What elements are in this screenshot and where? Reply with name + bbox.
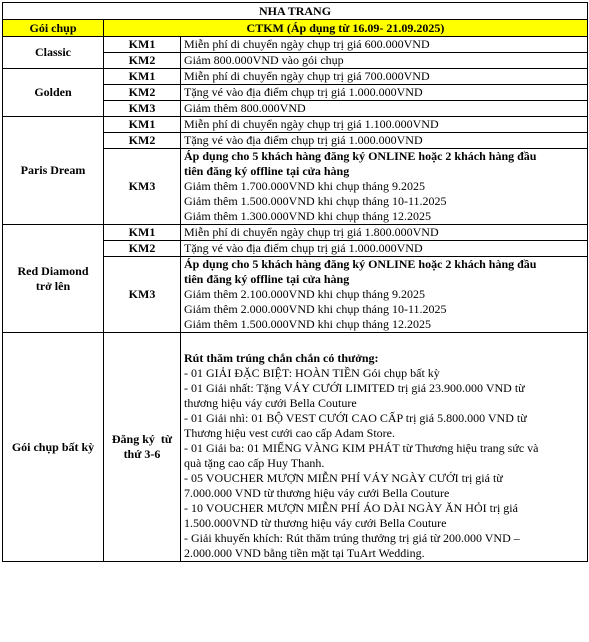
prize-line: 1.500.000VND từ thương hiệu váy cưới Bella Couture bbox=[184, 516, 447, 530]
promo-desc: Tặng vé vào địa điểm chụp trị giá 1.000.000VND bbox=[181, 85, 588, 101]
promo-code-line: Đăng ký từ bbox=[111, 432, 173, 446]
prize-line: - 01 Giải ba: 01 MIẾNG VÀNG KIM PHÁT từ Thương hiệu trang sức và bbox=[184, 441, 539, 455]
package-golden: Golden bbox=[3, 69, 104, 117]
promo-desc: Giảm thêm 1.300.000VND khi chụp tháng 12.2025 bbox=[184, 209, 431, 223]
header-program: CTKM (Áp dụng từ 16.09- 21.09.2025) bbox=[104, 20, 588, 37]
promo-desc: Tặng vé vào địa điểm chụp trị giá 1.000.000VND bbox=[181, 241, 588, 257]
promo-code-line: thứ 3-6 bbox=[123, 447, 161, 461]
promo-code: KM1 bbox=[104, 37, 181, 53]
promo-code: KM1 bbox=[104, 69, 181, 85]
package-any: Gói chụp bất kỳ bbox=[3, 333, 104, 562]
table-row bbox=[3, 333, 588, 562]
promo-code: KM2 bbox=[104, 85, 181, 101]
lucky-draw-block bbox=[181, 333, 588, 562]
prize-line: - 10 VOUCHER MƯỢN MIỄN PHÍ ÁO DÀI NGÀY ĂN HỎI trị giá bbox=[184, 501, 518, 515]
package-classic: Classic bbox=[3, 37, 104, 69]
promo-code: KM3 bbox=[104, 257, 181, 333]
promo-desc: Giảm thêm 2.000.000VND khi chụp tháng 10-11.2025 bbox=[184, 302, 447, 316]
header-package: Gói chụp bbox=[3, 20, 104, 37]
promo-code: KM3 bbox=[104, 149, 181, 225]
prize-line: - Giải khuyến khích: Rút thăm trúng thưởng trị giá từ 200.000 VND – bbox=[184, 531, 520, 545]
promo-sheet bbox=[2, 2, 587, 562]
promo-desc: Giảm 800.000VND vào gói chụp bbox=[181, 53, 588, 69]
promo-desc: Giảm thêm 2.100.000VND khi chụp tháng 9.2025 bbox=[184, 287, 425, 301]
header-row bbox=[3, 20, 588, 37]
prize-line: Thương hiệu vest cưới cao cấp Adam Store. bbox=[184, 426, 395, 440]
prize-line: quà tặng cao cấp Huy Thanh. bbox=[184, 456, 325, 470]
promo-code: KM3 bbox=[104, 101, 181, 117]
promo-desc: Miễn phí di chuyển ngày chụp trị giá 1.800.000VND bbox=[181, 225, 588, 241]
prize-line: - 01 GIẢI ĐẶC BIỆT: HOÀN TIỀN Gói chụp bất kỳ bbox=[184, 366, 440, 380]
promo-condition: tiên đăng ký offline tại cửa hàng bbox=[184, 272, 350, 286]
promo-condition: tiên đăng ký offline tại cửa hàng bbox=[184, 164, 350, 178]
package-name-line: trở lên bbox=[35, 278, 71, 293]
table-row bbox=[3, 117, 588, 133]
region-row bbox=[3, 3, 588, 20]
region-title: NHA TRANG bbox=[3, 3, 588, 20]
package-red-diamond bbox=[3, 225, 104, 333]
promo-desc: Giảm thêm 1.500.000VND khi chụp tháng 12.2025 bbox=[184, 317, 431, 331]
promo-code bbox=[104, 333, 181, 562]
table-row bbox=[3, 69, 588, 85]
promo-desc: Miễn phí di chuyển ngày chụp trị giá 600.000VND bbox=[181, 37, 588, 53]
table-row bbox=[3, 37, 588, 53]
lucky-draw-title: Rút thăm trúng chắn chắn có thưởng: bbox=[184, 351, 379, 365]
promo-code: KM2 bbox=[104, 133, 181, 149]
package-name-line: Red Diamond bbox=[17, 263, 89, 278]
prize-line: - 05 VOUCHER MƯỢN MIỄN PHÍ VÁY NGÀY CƯỚI trị giá từ bbox=[184, 471, 503, 485]
promo-desc: Tặng vé vào địa điểm chụp trị giá 1.000.000VND bbox=[181, 133, 588, 149]
prize-line: 2.000.000 VND bằng tiền mặt tại TuArt Wedding. bbox=[184, 546, 425, 560]
promo-code: KM1 bbox=[104, 117, 181, 133]
promo-desc: Miễn phí di chuyển ngày chụp trị giá 700.000VND bbox=[181, 69, 588, 85]
prize-line: thương hiệu váy cưới Bella Couture bbox=[184, 396, 357, 410]
promo-desc: Giảm thêm 1.700.000VND khi chụp tháng 9.2025 bbox=[184, 179, 425, 193]
prize-line: 7.000.000 VND từ thương hiệu váy cưới Bella Couture bbox=[184, 486, 450, 500]
promo-condition: Áp dụng cho 5 khách hàng đăng ký ONLINE hoặc 2 khách hàng đầu bbox=[184, 257, 537, 271]
promo-code: KM1 bbox=[104, 225, 181, 241]
prize-line: - 01 Giải nhất: Tặng VÁY CƯỚI LIMITED trị giá 23.900.000 VND từ bbox=[184, 381, 525, 395]
promo-desc: Giảm thêm 800.000VND bbox=[181, 101, 588, 117]
promo-code: KM2 bbox=[104, 241, 181, 257]
promo-desc: Miễn phí di chuyển ngày chụp trị giá 1.100.000VND bbox=[181, 117, 588, 133]
promo-table bbox=[2, 2, 588, 562]
prize-line: - 01 Giải nhì: 01 BỘ VEST CƯỚI CAO CẤP trị giá 5.800.000 VND từ bbox=[184, 411, 527, 425]
promo-desc-block bbox=[181, 257, 588, 333]
table-row bbox=[3, 225, 588, 241]
promo-desc: Giảm thêm 1.500.000VND khi chụp tháng 10-11.2025 bbox=[184, 194, 447, 208]
promo-code: KM2 bbox=[104, 53, 181, 69]
promo-desc-block bbox=[181, 149, 588, 225]
package-paris-dream: Paris Dream bbox=[3, 117, 104, 225]
promo-condition: Áp dụng cho 5 khách hàng đăng ký ONLINE hoặc 2 khách hàng đầu bbox=[184, 149, 537, 163]
